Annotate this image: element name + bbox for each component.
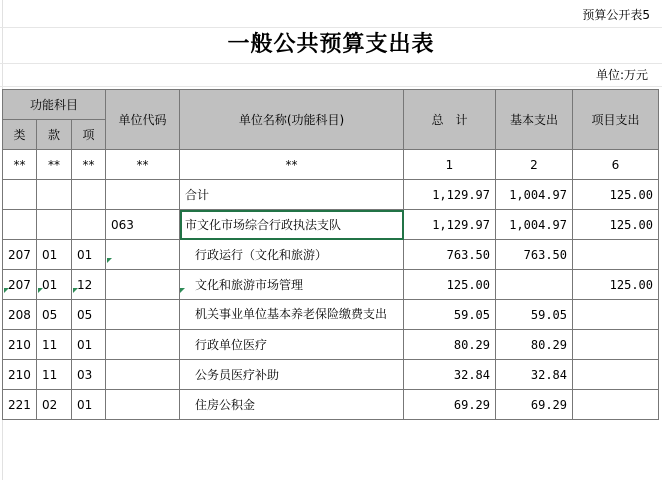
table-row <box>3 300 659 330</box>
project-cell[interactable] <box>573 240 659 270</box>
table-cell[interactable]: ** <box>37 150 72 180</box>
kuan-cell[interactable]: 01 <box>37 240 72 270</box>
basic-cell[interactable]: 69.29 <box>496 390 573 420</box>
cell-indicator-icon <box>38 288 43 293</box>
name-cell[interactable]: 行政运行（文化和旅游） <box>180 240 404 270</box>
name-cell[interactable]: 住房公积金 <box>180 390 404 420</box>
lei-cell[interactable]: 210 <box>3 360 37 390</box>
unit-name-cell-selected[interactable]: 市文化市场综合行政执法支队 <box>180 210 404 240</box>
total-cell[interactable]: 763.50 <box>404 240 496 270</box>
xiang-cell[interactable]: 12 <box>72 270 106 300</box>
table-row <box>3 330 659 360</box>
lei-cell[interactable]: 207 <box>3 270 37 300</box>
sheet-gridline <box>0 63 662 64</box>
project-cell[interactable]: 125.00 <box>573 270 659 300</box>
kuan-cell[interactable]: 11 <box>37 360 72 390</box>
table-cell[interactable] <box>37 180 72 210</box>
summary-total[interactable]: 1,129.97 <box>404 180 496 210</box>
table-cell[interactable] <box>3 210 37 240</box>
header-xiang[interactable]: 项 <box>72 120 106 150</box>
basic-cell[interactable] <box>496 270 573 300</box>
table-cell[interactable] <box>106 300 180 330</box>
sheet-gridline <box>0 86 662 87</box>
table-cell[interactable] <box>106 180 180 210</box>
header-lei[interactable]: 类 <box>3 120 37 150</box>
lei-cell[interactable]: 208 <box>3 300 37 330</box>
total-cell[interactable]: 125.00 <box>404 270 496 300</box>
table-row <box>3 360 659 390</box>
project-cell[interactable] <box>573 300 659 330</box>
summary-basic[interactable]: 1,004.97 <box>496 180 573 210</box>
project-cell[interactable] <box>573 390 659 420</box>
header-unit-name[interactable]: 单位名称(功能科目) <box>180 90 404 150</box>
table-row <box>3 240 659 270</box>
basic-cell[interactable]: 80.29 <box>496 330 573 360</box>
unit-row <box>3 210 659 240</box>
xiang-cell[interactable]: 01 <box>72 240 106 270</box>
table-cell[interactable]: ** <box>180 150 404 180</box>
table-cell[interactable] <box>106 270 180 300</box>
table-cell[interactable] <box>106 360 180 390</box>
header-func-group[interactable]: 功能科目 <box>3 90 106 120</box>
table-cell[interactable]: ** <box>72 150 106 180</box>
header-kuan[interactable]: 款 <box>37 120 72 150</box>
table-row <box>3 270 659 300</box>
unit-basic[interactable]: 1,004.97 <box>496 210 573 240</box>
basic-cell[interactable]: 59.05 <box>496 300 573 330</box>
table-row <box>3 390 659 420</box>
kuan-cell[interactable]: 01 <box>37 270 72 300</box>
table-cell[interactable]: 1 <box>404 150 496 180</box>
lei-cell[interactable]: 221 <box>3 390 37 420</box>
page-title: 一般公共预算支出表 <box>227 32 435 57</box>
unit-label: 单位:万元 <box>595 68 648 82</box>
header-basic[interactable]: 基本支出 <box>496 90 573 150</box>
table-cell[interactable] <box>106 390 180 420</box>
table-cell[interactable]: 2 <box>496 150 573 180</box>
name-cell[interactable]: 公务员医疗补助 <box>180 360 404 390</box>
document-code: 预算公开表5 <box>582 8 650 22</box>
xiang-cell[interactable]: 01 <box>72 390 106 420</box>
index-row <box>3 150 659 180</box>
header-project[interactable]: 项目支出 <box>573 90 659 150</box>
lei-cell[interactable]: 210 <box>3 330 37 360</box>
name-cell[interactable]: 行政单位医疗 <box>180 330 404 360</box>
table-cell[interactable]: ** <box>3 150 37 180</box>
table-cell[interactable]: ** <box>106 150 180 180</box>
name-cell[interactable]: 机关事业单位基本养老保险缴费支出 <box>180 300 404 330</box>
kuan-cell[interactable]: 02 <box>37 390 72 420</box>
basic-cell[interactable]: 32.84 <box>496 360 573 390</box>
unit-total[interactable]: 1,129.97 <box>404 210 496 240</box>
cell-indicator-icon <box>73 288 78 293</box>
kuan-cell[interactable]: 05 <box>37 300 72 330</box>
summary-row <box>3 180 659 210</box>
xiang-cell[interactable]: 01 <box>72 330 106 360</box>
total-cell[interactable]: 32.84 <box>404 360 496 390</box>
unit-code-cell[interactable]: 063 <box>106 210 180 240</box>
table-cell[interactable] <box>72 210 106 240</box>
table-cell[interactable] <box>72 180 106 210</box>
unit-project[interactable]: 125.00 <box>573 210 659 240</box>
table-cell[interactable] <box>37 210 72 240</box>
summary-label[interactable]: 合计 <box>180 180 404 210</box>
cell-indicator-icon <box>4 288 9 293</box>
name-cell[interactable]: 文化和旅游市场管理 <box>180 270 404 300</box>
basic-cell[interactable]: 763.50 <box>496 240 573 270</box>
summary-project[interactable]: 125.00 <box>573 180 659 210</box>
project-cell[interactable] <box>573 360 659 390</box>
table-cell[interactable] <box>106 330 180 360</box>
lei-cell[interactable]: 207 <box>3 240 37 270</box>
project-cell[interactable] <box>573 330 659 360</box>
xiang-cell[interactable]: 03 <box>72 360 106 390</box>
table-cell[interactable] <box>3 180 37 210</box>
header-unit-code[interactable]: 单位代码 <box>106 90 180 150</box>
total-cell[interactable]: 59.05 <box>404 300 496 330</box>
total-cell[interactable]: 80.29 <box>404 330 496 360</box>
kuan-cell[interactable]: 11 <box>37 330 72 360</box>
table-cell[interactable]: 6 <box>573 150 659 180</box>
cell-indicator-icon <box>180 288 185 293</box>
table-cell[interactable] <box>106 240 180 270</box>
header-total[interactable]: 总 计 <box>404 90 496 150</box>
header-row <box>3 90 659 120</box>
cell-indicator-icon <box>107 258 112 263</box>
xiang-cell[interactable]: 05 <box>72 300 106 330</box>
total-cell[interactable]: 69.29 <box>404 390 496 420</box>
budget-table <box>2 89 659 420</box>
